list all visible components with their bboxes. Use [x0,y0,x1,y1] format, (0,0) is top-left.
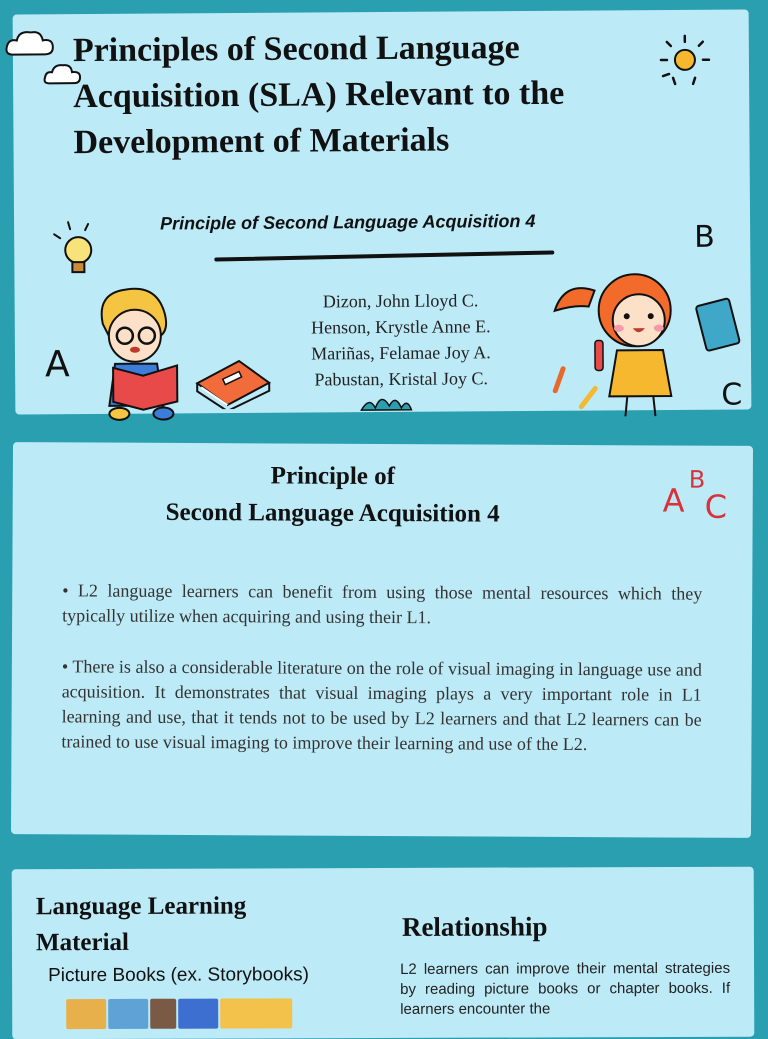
abc-doodle [659,465,739,525]
letter-c: C [721,377,742,412]
material-subheading: Picture Books (ex. Storybooks) [48,964,309,987]
doodle-letter-c: C [705,488,728,526]
boy-reading-illustration [84,283,195,424]
letter-a: A [45,344,70,385]
title-divider [214,250,554,261]
cloud-icon [5,28,57,58]
relationship-heading: Relationship [402,911,548,943]
author-list [271,287,532,393]
grass-icon [359,392,413,412]
book-cover [220,998,292,1028]
bullet-point: • There is also a considerable literature on the role of visual imaging in language use and acquisition. It demonstrates that visual imaging plays a very important role in L1 learning and use, that it tends not to be used by L2 learners and that L2 learners can be trained to use visual imaging to improve their learning and use of the L2. [61,654,702,757]
light-bulb-icon [48,220,104,284]
book-cover [150,999,176,1029]
relationship-text: L2 learners can improve their mental strategies by reading picture books or chapter books. If learners encounter the [400,959,730,1020]
author-name: Dizon, John Lloyd C. [271,287,531,315]
title-slide [13,9,752,414]
material-slide [12,867,755,1039]
author-name: Henson, Krystle Anne E. [271,313,531,341]
principle-heading-line1: Principle of [271,462,395,490]
book-cover [108,999,148,1029]
presentation-title: Principles of Second Language Acquisition (SLA) Relevant to the Development of Materials [73,24,654,166]
principle-heading [103,457,563,533]
bullet-point: • L2 language learners can benefit from using those mental resources which they typically utilize when acquiring and using their L1. [62,578,702,631]
presentation-subtitle: Principle of Second Language Acquisition 4 [160,210,630,234]
girl-holding-book-illustration [544,259,745,420]
sun-icon [653,32,717,96]
picture-book-covers [66,998,292,1029]
principle-heading-line2: Second Language Acquisition 4 [166,499,500,528]
book-cover [178,999,218,1029]
material-heading: Language Learning Material [36,888,336,961]
principle-slide [11,442,753,838]
book-stack-icon [193,353,273,410]
book-cover [66,999,106,1029]
author-name: Pabustan, Kristal Joy C. [271,365,531,393]
doodle-letter-a: A [663,481,685,519]
doodle-letter-b: B [689,466,706,494]
letter-b: B [694,220,715,255]
author-name: Mariñas, Felamae Joy A. [271,339,531,367]
